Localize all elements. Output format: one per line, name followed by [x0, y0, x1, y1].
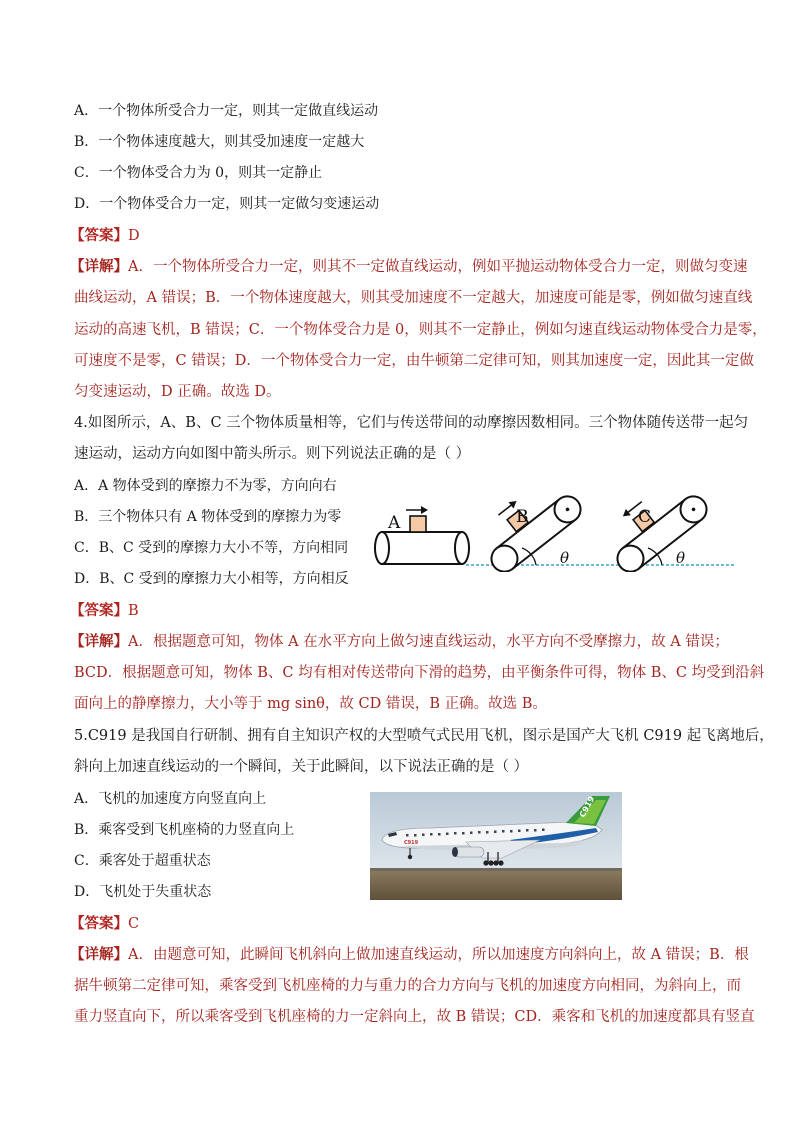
q4-answer	[70, 601, 139, 621]
q5-stem-line-2: 斜向上加速直线运动的一个瞬间，关于此瞬间，以下说法正确的是（ ）	[74, 759, 529, 775]
q3-option-d: D．一个物体受合力一定，则其一定做匀变速运动	[74, 196, 380, 212]
q4-option-b: B．三个物体只有 A 物体受到的摩擦力为零	[74, 509, 342, 525]
q5-analysis-line-2: 据牛顿第二定律可知，乘客受到飞机座椅的力与重力的合力方向与飞机的加速度方向相同，为斜向上，而	[74, 978, 741, 994]
analysis-text: A．由题意可知，此瞬间飞机斜向上做加速直线运动，所以加速度方向斜向上，故 A 错误；B．根	[128, 947, 749, 963]
answer-tag: 【答案】	[70, 227, 128, 244]
angle-theta-c: θ	[676, 549, 686, 567]
label-b: B	[516, 507, 529, 527]
q5-option-d: D．飞机处于失重状态	[74, 884, 212, 900]
q4-stem-line-2: 速运动，运动方向如图中箭头所示。则下列说法正确的是（ ）	[74, 446, 471, 462]
fuselage-livery-text: C919	[404, 840, 419, 846]
analysis-tag: 【详解】	[70, 946, 128, 963]
answer-value: D	[128, 228, 140, 244]
answer-tag: 【答案】	[70, 915, 128, 932]
q5-analysis-line-1	[70, 945, 749, 965]
analysis-text: A．根据题意可知，物体 A 在水平方向上做匀速直线运动，水平方向不受摩擦力，故 A 错误；	[128, 634, 729, 650]
q4-analysis-line-3: 面向上的静摩擦力，大小等于 mg sinθ，故 CD 错误，B 正确。故选 B。	[74, 696, 547, 712]
tail-livery-text: C919	[577, 794, 597, 819]
q3-option-a: A．一个物体所受合力一定，则其一定做直线运动	[74, 103, 379, 119]
label-c: C	[638, 507, 652, 527]
q3-analysis-line-2: 曲线运动，A 错误；B．一个物体速度越大，则其受加速度不一定越大，加速度可能是零，例如做匀速直线	[74, 290, 753, 306]
q5-option-a: A．飞机的加速度方向竖直向上	[74, 791, 267, 807]
answer-value: C	[128, 916, 140, 932]
q3-analysis-line-5: 匀变速运动，D 正确。故选 D。	[74, 384, 281, 400]
q4-option-c: C．B、C 受到的摩擦力大小不等，方向相同	[74, 540, 349, 556]
horizontal-conveyor	[375, 506, 469, 564]
analysis-text: A．一个物体所受合力一定，则其不一定做直线运动，例如平抛运动物体受合力一定，则做匀变速	[128, 259, 748, 275]
q4-option-d: D．B、C 受到的摩擦力大小相等，方向相反	[74, 571, 349, 587]
q5-option-c: C．乘客处于超重状态	[74, 853, 211, 869]
angle-theta-b: θ	[560, 549, 570, 567]
q3-analysis-line-1	[70, 257, 747, 277]
q3-analysis-line-4: 可速度不是零，C 错误；D．一个物体受合力一定，由牛顿第二定律可知，则其加速度一定，因此其一定做	[74, 353, 754, 369]
answer-tag: 【答案】	[70, 602, 128, 619]
q4-analysis-line-1	[70, 632, 729, 652]
incline-conveyor-b	[468, 476, 585, 572]
q5-stem-line-1: 5.C919 是我国自行研制、拥有自主知识产权的大型喷气式民用飞机，图示是国产大飞机 C919 起飞离地后，	[74, 728, 774, 744]
block-a	[410, 516, 426, 532]
q3-answer	[70, 226, 140, 246]
q3-option-c: C．一个物体受合力为 0，则其一定静止	[74, 165, 323, 181]
analysis-tag: 【详解】	[70, 633, 128, 650]
q5-option-b: B．乘客受到飞机座椅的力竖直向上	[74, 822, 295, 838]
c919-photo	[370, 792, 622, 900]
q3-analysis-line-3: 运动的高速飞机，B 错误；C．一个物体受合力是 0，则其不一定静止，例如匀速直线运动物体受合力是零，	[74, 322, 767, 338]
analysis-tag: 【详解】	[70, 258, 128, 275]
q5-answer	[70, 914, 139, 934]
q4-analysis-line-2: BCD．根据题意可知，物体 B、C 均有相对传送带向下滑的趋势，由平衡条件可得，物体 B、C 均受到沿斜	[74, 665, 765, 681]
q4-option-a: A．A 物体受到的摩擦力不为零，方向向右	[74, 478, 337, 494]
q3-option-b: B．一个物体速度越大，则其受加速度一定越大	[74, 134, 365, 150]
incline-conveyor-c	[594, 476, 711, 572]
q5-analysis-line-3: 重力竖直向下，所以乘客受到飞机座椅的力一定斜向上，故 B 错误；CD．乘客和飞机的加速度都具有竖直	[74, 1009, 755, 1025]
conveyor-figure	[370, 476, 736, 572]
answer-value: B	[128, 603, 139, 619]
label-a: A	[388, 513, 401, 533]
q4-stem-line-1: 4.如图所示，A、B、C 三个物体质量相等，它们与传送带间的动摩擦因数相同。三个物体随传送带一起匀	[74, 415, 749, 431]
